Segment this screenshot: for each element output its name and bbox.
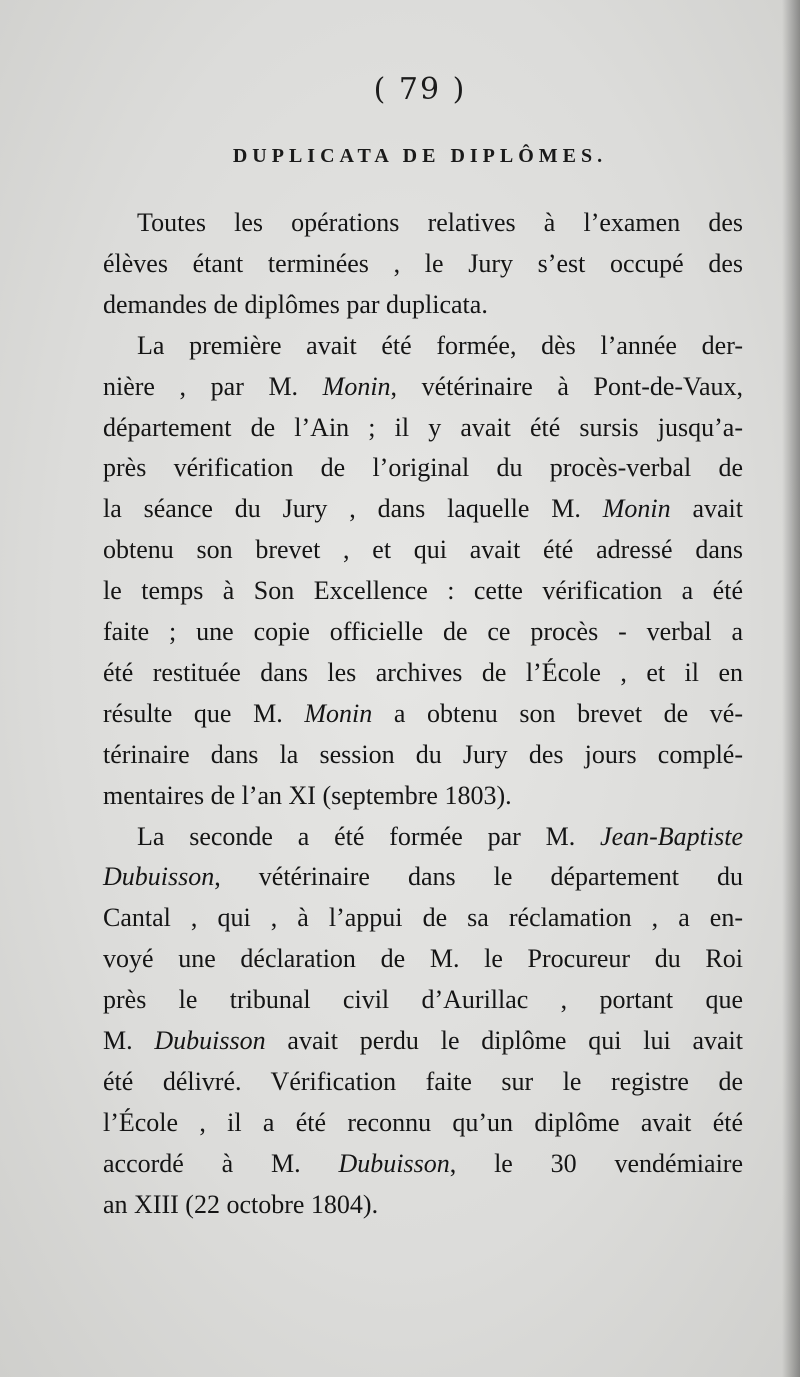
section-title: DUPLICATA DE DIPLÔMES. — [232, 145, 608, 167]
text-line — [103, 781, 743, 821]
text-line — [103, 1190, 743, 1230]
text-segment: près vérification de l’original du procès-verbal de — [103, 453, 743, 483]
text-line — [103, 903, 743, 943]
text-line — [103, 944, 743, 984]
text-segment: avait perdu le diplôme qui lui avait — [265, 1026, 743, 1055]
text-segment: M. — [103, 1026, 155, 1055]
text-line — [103, 740, 743, 780]
italic-name: Dubuisson — [338, 1148, 450, 1178]
text-segment: résulte que M. — [103, 698, 305, 728]
text-line — [103, 372, 743, 412]
italic-name: Jean-Baptiste — [600, 821, 743, 851]
text-segment: nière , par M. — [103, 371, 323, 401]
text-line — [103, 658, 743, 698]
text-line — [103, 249, 743, 289]
text-line — [103, 413, 743, 453]
text-segment: , vétérinaire à Pont-de-Vaux, — [390, 371, 743, 401]
text-line — [103, 822, 743, 862]
text-line — [103, 331, 743, 371]
text-segment: avait — [670, 494, 744, 524]
page-edge-shadow — [782, 0, 800, 1377]
text-line — [103, 1149, 743, 1189]
italic-name: Monin — [304, 698, 373, 728]
text-segment: a obtenu son brevet de vé- — [372, 698, 744, 728]
text-line — [103, 862, 743, 902]
text-segment: obtenu son brevet , et qui avait été adressé dans — [103, 535, 743, 565]
text-segment: près le tribunal civil d’Aurillac , portant que — [103, 985, 743, 1015]
text-segment: , le 30 vendémiaire — [449, 1148, 743, 1178]
text-segment: la séance du Jury , dans laquelle M. — [103, 494, 603, 524]
text-segment: été restituée dans les archives de l’École , et il en — [103, 657, 743, 687]
italic-name: Monin — [322, 371, 391, 401]
text-segment: voyé une déclaration de M. le Procureur du Roi — [103, 944, 743, 974]
text-line — [103, 453, 743, 493]
text-segment: , vétérinaire dans le département du — [214, 862, 743, 892]
italic-name: Monin — [602, 494, 671, 524]
text-line — [103, 1026, 743, 1066]
text-line — [103, 699, 743, 739]
text-segment: l’École , il a été reconnu qu’un diplôme avait été — [103, 1107, 743, 1137]
italic-name: Dubuisson — [103, 862, 215, 892]
text-segment: La première avait été formée, dès l’année der- — [137, 330, 743, 360]
text-line — [103, 208, 743, 248]
text-segment: faite ; une copie officielle de ce procès - verbal a — [103, 617, 743, 646]
text-line — [103, 535, 743, 575]
text-line — [103, 985, 743, 1025]
text-line — [103, 290, 743, 330]
text-segment: Toutes les opérations relatives à l’examen des — [137, 208, 743, 237]
italic-name: Dubuisson — [154, 1026, 266, 1055]
text-line — [103, 617, 743, 657]
text-segment: département de l’Ain ; il y avait été sursis jusqu’a- — [103, 412, 743, 442]
text-segment: La seconde a été formée par M. — [137, 821, 601, 851]
text-line — [103, 494, 743, 534]
text-segment: an XIII (22 octobre 1804). — [103, 1189, 379, 1219]
page-number: ( 79 ) — [373, 72, 467, 107]
text-segment: Cantal , qui , à l’appui de sa réclamation , a en- — [103, 903, 743, 933]
text-line — [103, 576, 743, 616]
text-line — [103, 1108, 743, 1148]
text-segment: accordé à M. — [103, 1148, 339, 1178]
text-segment: le temps à Son Excellence : cette vérification a été — [103, 576, 743, 606]
text-segment: été délivré. Vérification faite sur le registre de — [103, 1066, 743, 1096]
text-segment: térinaire dans la session du Jury des jours complé- — [103, 739, 743, 769]
text-line — [103, 1067, 743, 1107]
text-segment: demandes de diplômes par duplicata. — [103, 289, 488, 319]
text-segment: élèves étant terminées , le Jury s’est occupé des — [103, 248, 743, 278]
text-segment: mentaires de l’an XI (septembre 1803). — [103, 780, 512, 810]
